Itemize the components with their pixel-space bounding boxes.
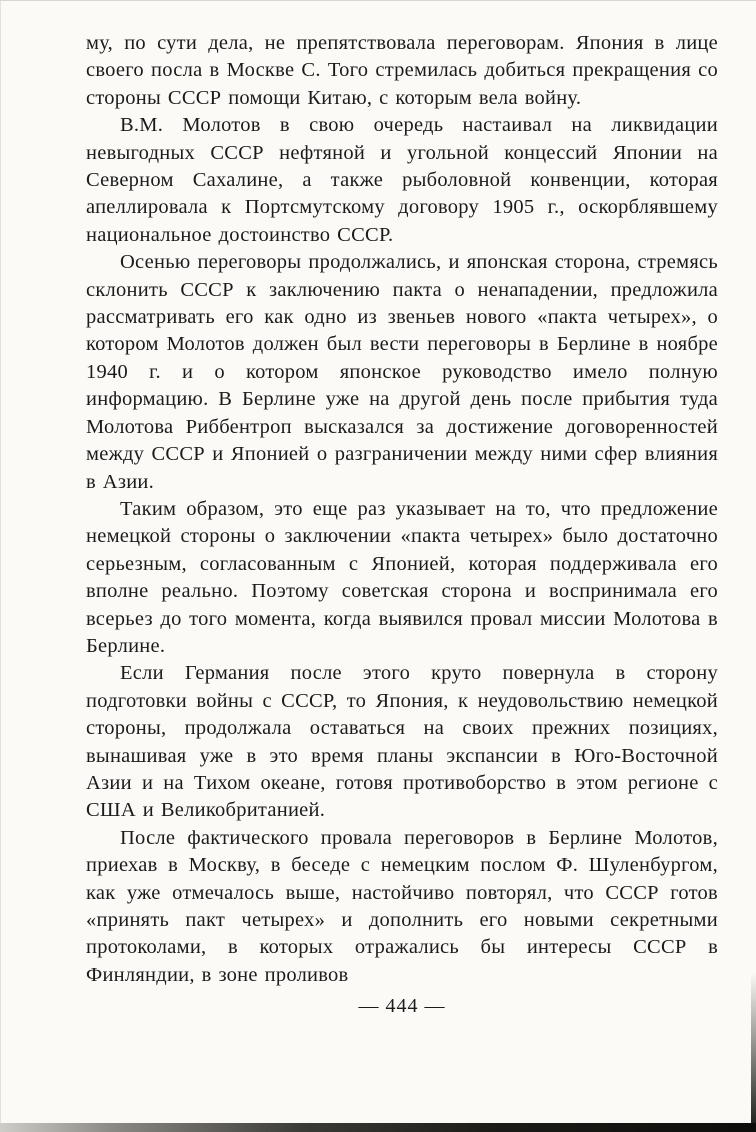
page-number: — 444 — <box>358 995 446 1018</box>
paragraph: му, по сути дела, не препятствовала переговорам. Япония в лице своего посла в Москве С. Того стремилась добиться прекращения со стороны СССР помощи Китаю, с которым вела войну. <box>86 32 718 109</box>
paragraph: В.М. Молотов в свою очередь настаивал на ликвидации невыгодных СССР нефтяной и угольной концессий Японии на Северном Сахалине, а также рыболовной конвенции, которая апеллировала к Портсмутскому договору 1905 г., оскорблявшему национальное достоинство СССР. <box>86 114 718 246</box>
paragraph: Если Германия после этого круто повернула в сторону подготовки войны с СССР, то Япония, к неудовольствию немецкой стороны, продолжала оставаться на своих прежних позициях, вынашивая уже в это время планы экспансии в Юго-Восточной Азии и на Тихом океане, готовя противоборство в этом регионе с США и Великобританией. <box>86 662 718 822</box>
page-text-block <box>86 30 718 989</box>
scan-edge-bottom <box>0 1123 756 1132</box>
paragraph: После фактического провала переговоров в Берлине Молотов, приехав в Москву, в беседе с немецким послом Ф. Шуленбургом, как уже отмечалось выше, настойчиво повторял, что СССР готов «принять пакт четырех» и дополнить его новыми секретными протоколами, в которых отражались бы интересы СССР в Финляндии, в зоне проливов <box>86 826 718 986</box>
paragraph: Таким образом, это еще раз указывает на то, что предложение немецкой стороны о заключении «пакта четырех» было достаточно серьезным, согласованным с Японией, которая поддерживала его вполне реально. Поэтому советская сторона и воспринимала его всерьез до того момента, когда выявился провал миссии Молотова в Берлине. <box>86 497 718 657</box>
scan-edge-right <box>751 972 756 1132</box>
paragraph: Осенью переговоры продолжались, и японская сторона, стремясь склонить СССР к заключению пакта о ненападении, предложила рассматривать его как одно из звеньев нового «пакта четырех», о котором Молотов должен был вести переговоры в Берлине в ноябре 1940 г. и о котором японское руководство имело полную информацию. В Берлине уже на другой день после прибытия туда Молотова Риббентроп высказался за достижение договоренностей между СССР и Японией о разграничении между ними сфер влияния в Азии. <box>86 251 718 493</box>
